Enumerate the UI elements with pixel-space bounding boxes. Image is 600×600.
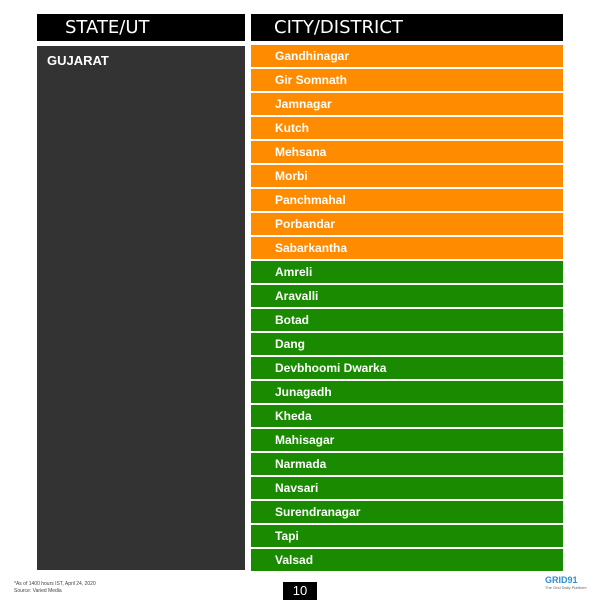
footnote-source: Source: Varied Media — [14, 588, 62, 594]
city-row: Mehsana — [251, 141, 563, 163]
city-row: Gandhinagar — [251, 45, 563, 67]
city-list — [251, 45, 563, 573]
footnote-date: *As of 1400 hours IST, April 24, 2020 — [14, 581, 96, 587]
state-name: GUJARAT — [47, 53, 109, 68]
city-row: Morbi — [251, 165, 563, 187]
city-row: Navsari — [251, 477, 563, 499]
state-column-header: STATE/UT — [37, 14, 245, 41]
city-row: Panchmahal — [251, 189, 563, 211]
city-row: Botad — [251, 309, 563, 331]
city-row: Devbhoomi Dwarka — [251, 357, 563, 379]
logo-tagline: The Grid Daily Platform — [545, 585, 587, 590]
city-row: Narmada — [251, 453, 563, 475]
city-row: Surendranagar — [251, 501, 563, 523]
grid91-logo — [545, 575, 595, 595]
city-row: Sabarkantha — [251, 237, 563, 259]
page-number: 10 — [283, 582, 317, 600]
city-row: Junagadh — [251, 381, 563, 403]
city-row: Kutch — [251, 117, 563, 139]
city-row: Jamnagar — [251, 93, 563, 115]
city-row: Aravalli — [251, 285, 563, 307]
city-row: Dang — [251, 333, 563, 355]
footnote — [14, 581, 96, 595]
state-cell — [37, 46, 245, 570]
city-row: Mahisagar — [251, 429, 563, 451]
city-row: Valsad — [251, 549, 563, 571]
city-row: Amreli — [251, 261, 563, 283]
city-row: Kheda — [251, 405, 563, 427]
logo-text: GRID91 — [545, 575, 578, 585]
city-row: Porbandar — [251, 213, 563, 235]
city-row: Tapi — [251, 525, 563, 547]
city-column-header: CITY/DISTRICT — [251, 14, 563, 41]
city-row: Gir Somnath — [251, 69, 563, 91]
